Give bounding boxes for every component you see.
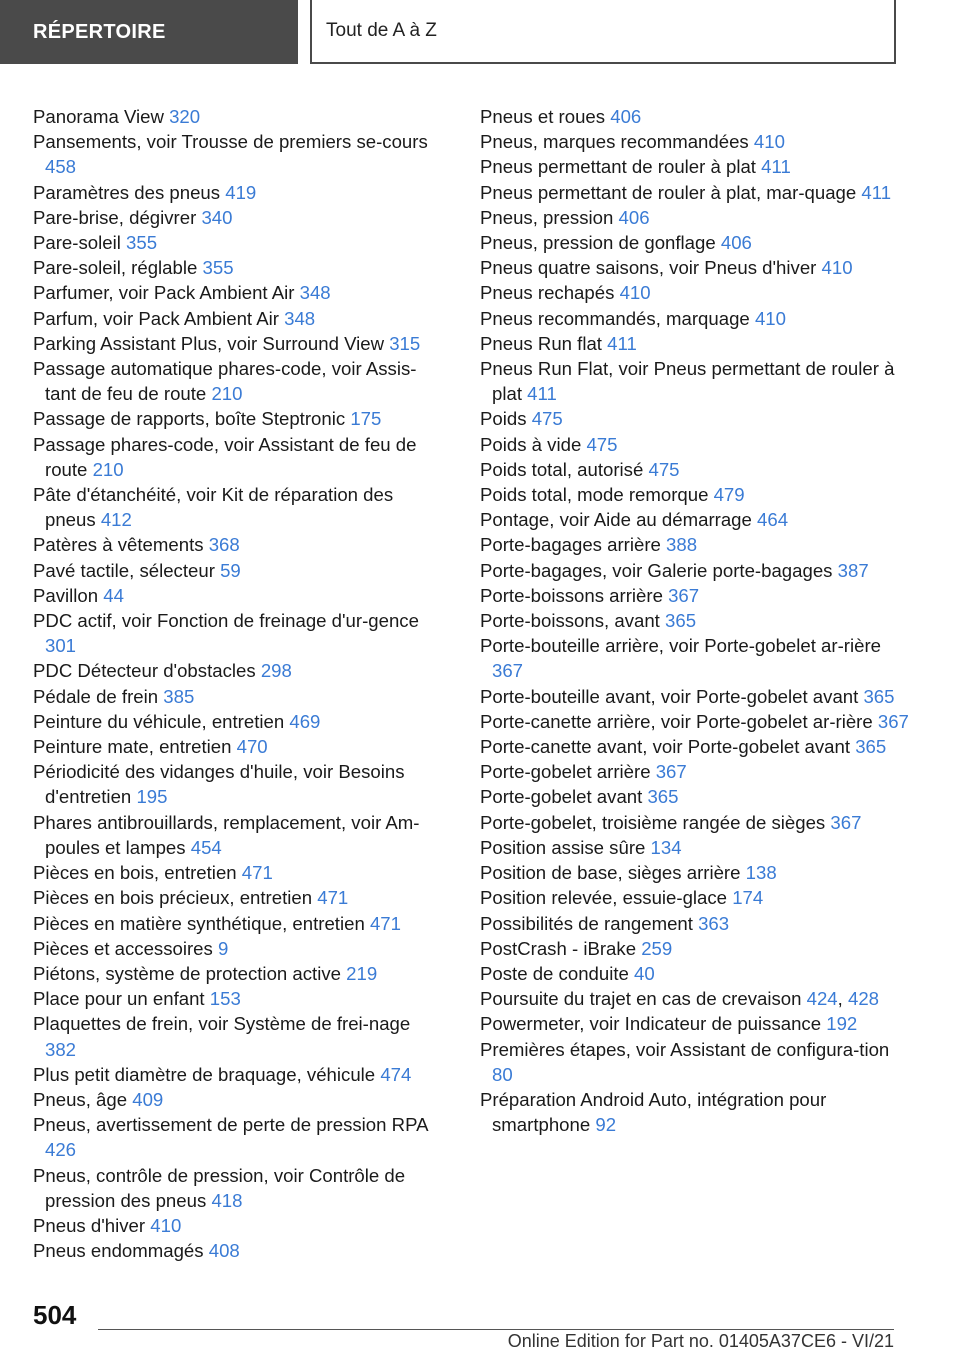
index-term: Pare-soleil [33, 232, 121, 254]
index-entry [33, 911, 443, 936]
index-term: Pneus, contrôle de pression, voir Contrôle de pression des pneus [33, 1164, 406, 1211]
page-link[interactable]: 138 [745, 862, 777, 884]
page-link[interactable]: 428 [848, 988, 880, 1010]
index-term: Poids total, mode remorque [480, 484, 709, 506]
page-link[interactable]: 411 [861, 181, 892, 203]
index-term: Porte-canette avant, voir Porte-gobelet avant [480, 736, 851, 758]
index-term: Pédale de frein [33, 685, 159, 707]
index-entry [480, 734, 910, 759]
index-entry [33, 1163, 443, 1213]
page-link[interactable]: 412 [100, 509, 132, 531]
section-tab-label: RÉPERTOIRE [33, 20, 166, 43]
index-term: PostCrash - iBrake [480, 937, 637, 959]
index-entry [480, 154, 910, 179]
index-term: Pneus et roues [480, 106, 606, 127]
index-term: Pneus permettant de rouler à plat, mar-quage [480, 181, 857, 203]
page-number: 504 [33, 1300, 77, 1330]
page-link[interactable]: 469 [289, 710, 321, 732]
index-entry [480, 810, 910, 835]
index-entry [33, 684, 443, 709]
page-link[interactable]: 464 [757, 509, 789, 531]
index-entry [33, 885, 443, 910]
index-term: Porte-boissons, avant [480, 610, 660, 632]
index-term: Pneus permettant de rouler à plat [480, 156, 756, 178]
page-link[interactable]: 418 [211, 1189, 243, 1211]
index-term: Pâte d'étanchéité, voir Kit de réparation des pneus [33, 484, 394, 531]
page-link[interactable]: 348 [299, 282, 331, 304]
index-entry [33, 306, 443, 331]
index-term: Peinture du véhicule, entretien [33, 710, 285, 732]
index-term: Pansements, voir Trousse de premiers se-cours [33, 131, 428, 153]
index-entry [480, 633, 910, 683]
index-column-left [33, 104, 443, 1263]
index-entry [33, 709, 443, 734]
page-link[interactable]: 259 [641, 937, 673, 959]
index-entry [33, 1087, 443, 1112]
page-link[interactable]: 355 [126, 232, 158, 254]
page-link[interactable]: 348 [284, 307, 316, 329]
page-link[interactable]: 315 [389, 332, 421, 354]
index-term: Porte-gobelet arrière [480, 761, 651, 783]
edition-footer: Online Edition for Part no. 01405A37CE6 - VI/21 [507, 1331, 894, 1351]
index-term: Pneus, marques recommandées [480, 131, 749, 153]
index-entry [480, 205, 910, 230]
index-term: Pontage, voir Aide au démarrage [480, 509, 752, 531]
page-link[interactable]: 426 [45, 1139, 77, 1161]
index-entry [33, 1213, 443, 1238]
index-column-right [480, 104, 910, 1137]
index-term: Parfum, voir Pack Ambient Air [33, 307, 279, 329]
index-entry [480, 1037, 910, 1087]
page-link[interactable]: 454 [190, 836, 222, 858]
index-term: Poids total, autorisé [480, 458, 644, 480]
index-entry [33, 986, 443, 1011]
index-entry [480, 180, 910, 205]
index-entry [33, 1112, 443, 1162]
index-term: Porte-bouteille avant, voir Porte-gobelet avant [480, 685, 859, 707]
page-link[interactable]: 475 [648, 458, 680, 480]
subsection-header [310, 0, 896, 64]
index-term: Porte-gobelet avant [480, 786, 643, 808]
index-entry [480, 129, 910, 154]
index-entry [33, 961, 443, 986]
index-entry [480, 835, 910, 860]
index-term: Porte-gobelet, troisième rangée de sièges [480, 811, 826, 833]
index-term: Pneus endommagés [33, 1240, 204, 1262]
page-link[interactable]: 411 [607, 332, 637, 354]
index-term: Position de base, sièges arrière [480, 862, 741, 884]
index-term: Pneus quatre saisons, voir Pneus d'hiver [480, 257, 817, 279]
page-link[interactable]: 408 [208, 1240, 240, 1262]
page-link[interactable]: 367 [492, 660, 524, 682]
page-link[interactable]: 471 [317, 887, 349, 909]
index-entry [33, 810, 443, 860]
index-entry [33, 230, 443, 255]
index-term: Pneus recommandés, marquage [480, 307, 750, 329]
index-term: Powermeter, voir Indicateur de puissance [480, 1013, 822, 1035]
page-link[interactable]: 470 [236, 736, 268, 758]
index-entry [33, 255, 443, 280]
index-entry [480, 507, 910, 532]
index-term: Parking Assistant Plus, voir Surround View [33, 332, 385, 354]
page-link[interactable]: 406 [720, 232, 752, 254]
index-entry [33, 936, 443, 961]
page-link[interactable]: 388 [666, 534, 698, 556]
index-entry [33, 104, 443, 129]
page-link[interactable]: 410 [821, 257, 853, 279]
page-link[interactable]: 409 [132, 1088, 164, 1110]
page-link[interactable]: 471 [241, 862, 273, 884]
subsection-title: Tout de A à Z [326, 20, 437, 41]
page-link[interactable]: 475 [531, 408, 563, 430]
page-link[interactable]: 9 [218, 937, 229, 959]
index-term: PDC actif, voir Fonction de freinage d'ur-gence [33, 610, 419, 632]
index-entry [33, 658, 443, 683]
index-entry [480, 406, 910, 431]
page-link[interactable]: 320 [169, 106, 201, 127]
page-link[interactable]: 474 [380, 1063, 412, 1085]
index-entry [480, 255, 910, 280]
index-entry [480, 558, 910, 583]
page-link[interactable]: 475 [586, 433, 618, 455]
index-term: Pièces en bois précieux, entretien [33, 887, 313, 909]
index-term: Passage automatique phares-code, voir Assis-tant de feu de route [33, 358, 417, 405]
index-entry [480, 860, 910, 885]
index-entry [33, 608, 443, 658]
index-term: Porte-boissons arrière [480, 584, 663, 606]
index-term: Poids [480, 408, 527, 430]
index-term: Pièces en matière synthétique, entretien [33, 912, 365, 934]
index-entry [33, 205, 443, 230]
index-entry [480, 432, 910, 457]
index-term: Pneus, pression [480, 206, 614, 228]
page-link[interactable]: 367 [668, 584, 700, 606]
page-link[interactable]: 192 [826, 1013, 858, 1035]
page-link[interactable]: 298 [260, 660, 292, 682]
index-entry [33, 1062, 443, 1087]
index-entry [480, 709, 910, 734]
index-term: Préparation Android Auto, intégration pour smartphone [480, 1088, 827, 1136]
index-entry [33, 583, 443, 608]
index-entry [480, 457, 910, 482]
page-link[interactable]: 355 [202, 257, 234, 279]
index-term: Pièces en bois, entretien [33, 862, 237, 884]
page-link[interactable]: 387 [837, 559, 869, 581]
index-term: Position relevée, essuie-glace [480, 887, 728, 909]
index-entry: Poursuite du trajet en cas de crevaison 424, 428 [480, 988, 880, 1010]
page-link[interactable]: 382 [45, 1038, 77, 1060]
section-tab[interactable] [0, 0, 298, 64]
index-entry [480, 911, 910, 936]
index-term: Phares antibrouillards, remplacement, voir Am-poules et lampes [33, 811, 420, 858]
index-term: Porte-bagages, voir Galerie porte-bagages [480, 559, 833, 581]
page-link[interactable]: 363 [698, 912, 730, 934]
page-link[interactable]: 195 [136, 786, 168, 808]
index-entry [480, 684, 910, 709]
index-entry [480, 331, 910, 356]
index-term: Pneus, pression de gonflage [480, 232, 716, 254]
index-term: Plus petit diamètre de braquage, véhicule [33, 1063, 376, 1085]
index-entry [480, 1011, 910, 1036]
index-entry [480, 280, 910, 305]
page-link[interactable]: 174 [732, 887, 764, 909]
page-link[interactable]: 411 [527, 383, 557, 405]
index-term: Pavillon [33, 584, 99, 606]
page-link[interactable]: 175 [350, 408, 382, 430]
page-link[interactable]: 458 [45, 156, 77, 178]
index-entry [480, 936, 910, 961]
page-link[interactable]: 59 [220, 559, 241, 581]
index-entry [480, 306, 910, 331]
index-term: Pneus Run Flat, voir Pneus permettant de rouler à plat [480, 358, 895, 405]
index-entry [480, 583, 910, 608]
index-entry [33, 532, 443, 557]
index-term: Parfumer, voir Pack Ambient Air [33, 282, 295, 304]
index-term: Poste de conduite [480, 962, 629, 984]
index-entry [480, 356, 910, 406]
index-entry [480, 104, 910, 129]
index-term: Pneus, avertissement de perte de pression RPA [33, 1114, 428, 1136]
page-link[interactable]: 301 [45, 635, 77, 657]
index-entry [33, 331, 443, 356]
index-term: Poursuite du trajet en cas de crevaison [480, 988, 802, 1010]
index-term: Place pour un enfant [33, 988, 205, 1010]
index-entry [480, 1087, 910, 1137]
index-term: Pneus, âge [33, 1088, 128, 1110]
page-link[interactable]: 210 [211, 383, 243, 405]
index-entry [33, 1238, 443, 1263]
page-link[interactable]: 365 [647, 786, 679, 808]
index-entry [33, 280, 443, 305]
page-link[interactable]: 385 [163, 685, 195, 707]
page-link[interactable]: 153 [209, 988, 241, 1010]
index-entry [33, 1011, 443, 1061]
index-term: Pare-brise, dégivrer [33, 206, 197, 228]
page-link[interactable]: 340 [201, 206, 233, 228]
page-link[interactable]: 410 [753, 131, 785, 153]
page-link[interactable]: 40 [634, 962, 655, 984]
index-entry [480, 784, 910, 809]
index-term: Position assise sûre [480, 836, 646, 858]
index-term: Passage phares-code, voir Assistant de feu de route [33, 433, 417, 480]
page-link[interactable]: 367 [830, 811, 862, 833]
index-term: Plaquettes de frein, voir Système de frei-nage [33, 1013, 411, 1035]
index-term: Paramètres des pneus [33, 181, 221, 203]
index-term: Passage de rapports, boîte Steptronic [33, 408, 346, 430]
page-link[interactable]: 406 [618, 206, 650, 228]
page-link[interactable]: 406 [610, 106, 642, 127]
page-link[interactable]: 410 [150, 1214, 182, 1236]
page-link[interactable]: 365 [665, 610, 697, 632]
index-term: Porte-canette arrière, voir Porte-gobelet ar-rière [480, 710, 873, 732]
page-link[interactable]: 410 [619, 282, 651, 304]
page-link[interactable]: 44 [103, 584, 124, 606]
index-entry [33, 356, 443, 406]
index-entry [480, 532, 910, 557]
page-link[interactable]: 424 [806, 988, 838, 1010]
page-link[interactable]: 471 [369, 912, 401, 934]
page-link[interactable]: 219 [346, 962, 378, 984]
index-entry [33, 180, 443, 205]
index-entry [33, 860, 443, 885]
index-term: Possibilités de rangement [480, 912, 693, 934]
index-term: Panorama View [33, 106, 164, 127]
index-entry [33, 482, 443, 532]
index-entry [480, 961, 910, 986]
page-link[interactable]: 367 [877, 710, 909, 732]
index-entry [33, 432, 443, 482]
index-term: PDC Détecteur d'obstacles [33, 660, 256, 682]
index-entry [480, 885, 910, 910]
page-link[interactable]: 479 [713, 484, 745, 506]
index-entry [480, 608, 910, 633]
page-link[interactable]: 134 [650, 836, 682, 858]
index-entry [33, 734, 443, 759]
index-term: Pneus rechapés [480, 282, 615, 304]
page-link[interactable]: 210 [92, 458, 124, 480]
index-term: Piétons, système de protection active [33, 962, 341, 984]
index-entry [33, 406, 443, 431]
page-link[interactable]: 419 [225, 181, 257, 203]
page-link[interactable]: 410 [754, 307, 786, 329]
index-entry [33, 759, 443, 809]
index-term: Patères à vêtements [33, 534, 204, 556]
index-term: Peinture mate, entretien [33, 736, 232, 758]
index-term: Pièces et accessoires [33, 937, 213, 959]
index-term: Poids à vide [480, 433, 582, 455]
page-link[interactable]: 80 [492, 1063, 513, 1085]
page-link[interactable]: 365 [863, 685, 895, 707]
index-entry [33, 558, 443, 583]
index-entry [480, 230, 910, 255]
index-term: Pavé tactile, sélecteur [33, 559, 215, 581]
index-term: Porte-bouteille arrière, voir Porte-gobelet ar-rière [480, 635, 881, 657]
index-term: Pare-soleil, réglable [33, 257, 198, 279]
index-term: Pneus Run flat [480, 332, 602, 354]
index-entry [480, 482, 910, 507]
page-link[interactable]: 368 [208, 534, 240, 556]
index-term: Pneus d'hiver [33, 1214, 146, 1236]
index-term: Premières étapes, voir Assistant de configura-tion [480, 1038, 890, 1060]
page-link[interactable]: 367 [655, 761, 687, 783]
index-term: Périodicité des vidanges d'huile, voir Besoins d'entretien [33, 761, 405, 808]
page-link[interactable]: 92 [595, 1114, 617, 1136]
index-term: Porte-bagages arrière [480, 534, 661, 556]
index-entry [480, 759, 910, 784]
page-link[interactable]: 365 [855, 736, 887, 758]
footer-divider [98, 1329, 894, 1330]
index-entry [33, 129, 443, 179]
page-link[interactable]: 411 [761, 156, 791, 178]
